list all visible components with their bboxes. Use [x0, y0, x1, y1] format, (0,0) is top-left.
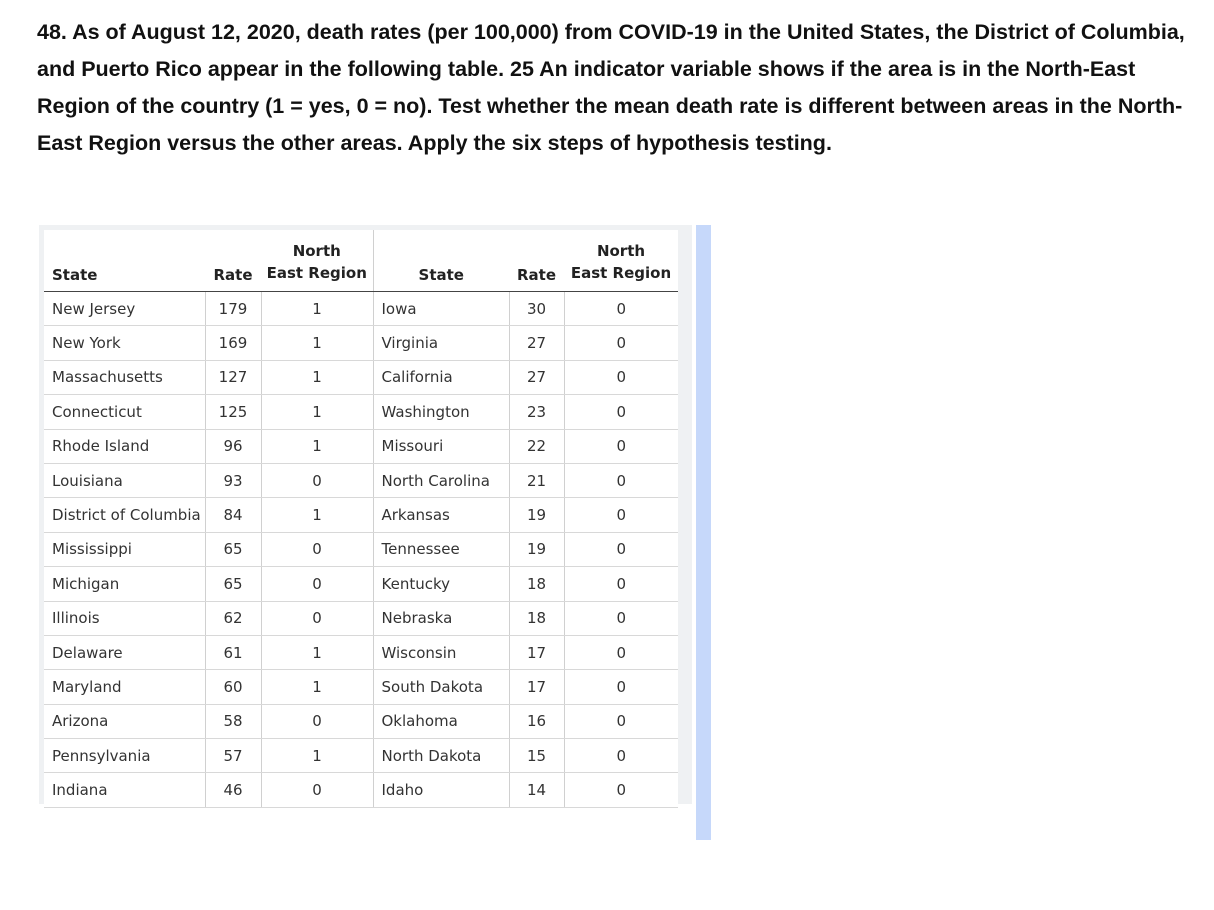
- cell-northeast-left: 1: [261, 395, 373, 429]
- table-image-frame: [39, 225, 692, 804]
- cell-rate-left: 65: [205, 532, 261, 566]
- cell-northeast-left: 0: [261, 567, 373, 601]
- question-text: 48. As of August 12, 2020, death rates (per 100,000) from COVID-19 in the United States, the District of Columbia, and Puerto Rico appear in the following table. 25 An indicator variable shows if the area is in the North-East Region of the country (1 = yes, 0 = no). Test whether the mean death rate is different between areas in the North-East Region versus the other areas. Apply the six steps of hypothesis testing.: [37, 20, 1185, 155]
- cell-rate-left: 46: [205, 773, 261, 807]
- col-header-northeast-line1: North: [596, 242, 646, 260]
- cell-northeast-left: 0: [261, 773, 373, 807]
- cell-northeast-left: 0: [261, 532, 373, 566]
- cell-state-right: Virginia: [373, 326, 509, 360]
- cell-northeast-left: 0: [261, 704, 373, 738]
- cell-northeast-right: 0: [564, 704, 678, 738]
- cell-northeast-left: 0: [261, 463, 373, 497]
- cell-northeast-right: 0: [564, 532, 678, 566]
- cell-rate-left: 96: [205, 429, 261, 463]
- cell-rate-right: 30: [509, 292, 564, 326]
- cell-rate-right: 27: [509, 360, 564, 394]
- cell-rate-right: 19: [509, 498, 564, 532]
- cell-state-right: California: [373, 360, 509, 394]
- cell-rate-left: 84: [205, 498, 261, 532]
- cell-rate-right: 22: [509, 429, 564, 463]
- col-header-rate-right: Rate: [509, 230, 564, 292]
- col-header-state-right: State: [373, 230, 509, 292]
- table-row: [44, 360, 678, 394]
- cell-rate-right: 15: [509, 739, 564, 773]
- cell-rate-right: 23: [509, 395, 564, 429]
- cell-rate-left: 61: [205, 635, 261, 669]
- col-header-northeast-line2: East Region: [266, 264, 367, 282]
- table-row: [44, 395, 678, 429]
- cell-rate-right: 16: [509, 704, 564, 738]
- cell-state-right: North Dakota: [373, 739, 509, 773]
- cell-northeast-right: 0: [564, 292, 678, 326]
- cell-state-left: Indiana: [44, 773, 205, 807]
- cell-state-left: Illinois: [44, 601, 205, 635]
- cell-state-right: Washington: [373, 395, 509, 429]
- col-header-northeast-line2: East Region: [570, 264, 672, 282]
- table-row: [44, 292, 678, 326]
- cell-northeast-left: 1: [261, 429, 373, 463]
- cell-northeast-right: 0: [564, 429, 678, 463]
- col-header-rate-left: Rate: [205, 230, 261, 292]
- cell-rate-right: 17: [509, 635, 564, 669]
- cell-state-left: Maryland: [44, 670, 205, 704]
- cell-state-left: Arizona: [44, 704, 205, 738]
- cell-northeast-left: 1: [261, 360, 373, 394]
- cell-northeast-right: 0: [564, 635, 678, 669]
- cell-rate-left: 65: [205, 567, 261, 601]
- cell-rate-left: 125: [205, 395, 261, 429]
- cell-state-left: District of Columbia: [44, 498, 205, 532]
- cell-state-right: South Dakota: [373, 670, 509, 704]
- table-row: [44, 601, 678, 635]
- cell-rate-left: 169: [205, 326, 261, 360]
- col-header-northeast-line1: North: [292, 242, 341, 260]
- cell-state-left: Delaware: [44, 635, 205, 669]
- cell-rate-left: 93: [205, 463, 261, 497]
- table-row: [44, 567, 678, 601]
- cell-state-left: Mississippi: [44, 532, 205, 566]
- highlight-bar: [696, 225, 711, 840]
- cell-rate-right: 18: [509, 601, 564, 635]
- table-row: [44, 498, 678, 532]
- table-body: [44, 292, 678, 808]
- cell-rate-right: 17: [509, 670, 564, 704]
- cell-rate-left: 179: [205, 292, 261, 326]
- death-rate-table: [44, 230, 678, 808]
- cell-northeast-right: 0: [564, 601, 678, 635]
- cell-state-left: New Jersey: [44, 292, 205, 326]
- cell-northeast-left: 1: [261, 498, 373, 532]
- cell-rate-right: 27: [509, 326, 564, 360]
- cell-state-left: Connecticut: [44, 395, 205, 429]
- cell-state-left: Rhode Island: [44, 429, 205, 463]
- cell-state-right: North Carolina: [373, 463, 509, 497]
- cell-northeast-right: 0: [564, 463, 678, 497]
- cell-state-right: Missouri: [373, 429, 509, 463]
- cell-northeast-right: 0: [564, 395, 678, 429]
- table-header-row: [44, 230, 678, 292]
- cell-northeast-left: 0: [261, 601, 373, 635]
- cell-northeast-right: 0: [564, 360, 678, 394]
- cell-northeast-right: 0: [564, 670, 678, 704]
- col-header-state-left: State: [44, 230, 205, 292]
- table-row: [44, 532, 678, 566]
- cell-state-left: Massachusetts: [44, 360, 205, 394]
- cell-state-right: Iowa: [373, 292, 509, 326]
- cell-northeast-right: 0: [564, 773, 678, 807]
- table-row: [44, 670, 678, 704]
- cell-state-left: Pennsylvania: [44, 739, 205, 773]
- cell-northeast-left: 1: [261, 670, 373, 704]
- cell-state-right: Arkansas: [373, 498, 509, 532]
- cell-rate-right: 14: [509, 773, 564, 807]
- table-container: [44, 230, 678, 808]
- col-header-northeast-right: [564, 230, 678, 292]
- cell-rate-left: 62: [205, 601, 261, 635]
- cell-northeast-left: 1: [261, 292, 373, 326]
- cell-state-left: New York: [44, 326, 205, 360]
- cell-rate-left: 60: [205, 670, 261, 704]
- cell-rate-right: 21: [509, 463, 564, 497]
- cell-rate-right: 19: [509, 532, 564, 566]
- cell-rate-right: 18: [509, 567, 564, 601]
- cell-state-right: Idaho: [373, 773, 509, 807]
- cell-rate-left: 58: [205, 704, 261, 738]
- cell-state-right: Kentucky: [373, 567, 509, 601]
- cell-northeast-right: 0: [564, 498, 678, 532]
- cell-rate-left: 127: [205, 360, 261, 394]
- cell-state-right: Tennessee: [373, 532, 509, 566]
- cell-state-right: Wisconsin: [373, 635, 509, 669]
- cell-rate-left: 57: [205, 739, 261, 773]
- cell-northeast-right: 0: [564, 326, 678, 360]
- table-row: [44, 463, 678, 497]
- col-header-northeast-left: [261, 230, 373, 292]
- cell-northeast-right: 0: [564, 739, 678, 773]
- table-row: [44, 773, 678, 807]
- cell-state-right: Oklahoma: [373, 704, 509, 738]
- cell-state-left: Michigan: [44, 567, 205, 601]
- cell-state-right: Nebraska: [373, 601, 509, 635]
- table-row: [44, 704, 678, 738]
- cell-state-left: Louisiana: [44, 463, 205, 497]
- table-row: [44, 635, 678, 669]
- table-row: [44, 429, 678, 463]
- table-row: [44, 739, 678, 773]
- cell-northeast-left: 1: [261, 635, 373, 669]
- cell-northeast-left: 1: [261, 326, 373, 360]
- table-row: [44, 326, 678, 360]
- cell-northeast-left: 1: [261, 739, 373, 773]
- cell-northeast-right: 0: [564, 567, 678, 601]
